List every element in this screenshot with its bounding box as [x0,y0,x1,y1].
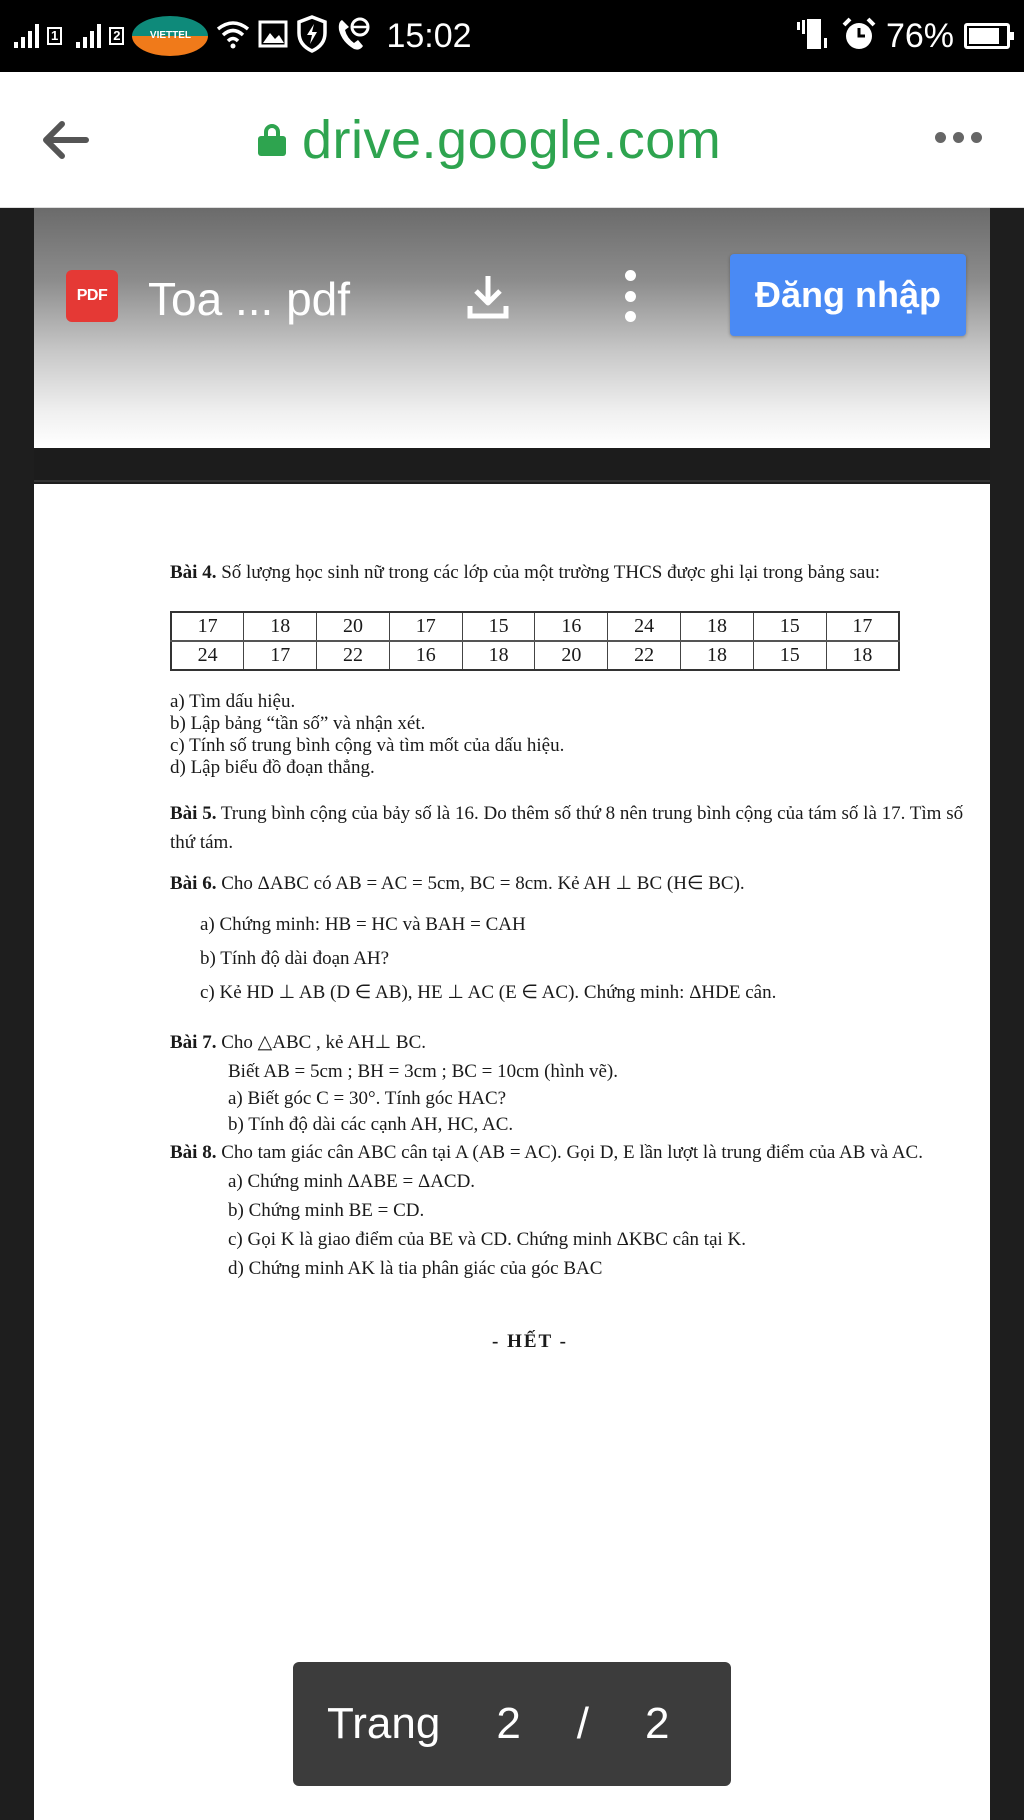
document-content [170,558,970,1356]
lock-icon [258,124,286,156]
exercise-label: Bài 8. [170,1142,217,1163]
dot-icon [953,132,964,143]
table-cell: 20 [317,612,390,641]
more-vert-button[interactable] [620,270,640,322]
battery-icon [964,23,1010,49]
exercise-text: Trung bình cộng của bảy số là 16. Do thêm số thứ 8 nên trung bình cộng của tám số là 17. Tìm số thứ tám. [170,803,964,853]
table-cell: 22 [608,641,681,670]
exercise-5 [170,799,970,857]
file-name: Toa ... pdf [148,273,351,325]
list-item: a) Biết góc C = 30°. Tính góc HAC? [228,1088,507,1109]
page-label: Trang [327,1699,441,1748]
status-bar [0,0,1024,72]
vibrate-icon [796,18,832,54]
pdf-page [34,484,990,1820]
exercise-text: Số lượng học sinh nữ trong các lớp của một trường THCS được ghi lại trong bảng sau: [216,562,881,583]
pdf-toolbar [34,248,990,348]
data-table [170,611,900,671]
sign-in-button[interactable]: Đăng nhập [730,254,966,336]
table-cell: 17 [171,612,244,641]
table-cell: 24 [171,641,244,670]
table-cell: 17 [389,612,462,641]
total-pages: 2 [645,1699,670,1748]
exercise-text: Cho ΔABC có AB = AC = 5cm, BC = 8cm. Kẻ AH ⊥ BC (H∈ BC). [216,873,745,894]
given-text: Biết AB = 5cm ; BH = 3cm ; BC = 10cm (hình vẽ). [228,1061,618,1082]
list-item: a) Chứng minh ΔABE = ΔACD. [228,1171,476,1192]
list-item: d) Lập biểu đồ đoạn thẳng. [170,757,375,778]
list-item: c) Gọi K là giao điểm của BE và CD. Chứng minh ΔKBC cân tại K. [228,1229,747,1250]
download-icon [464,272,512,320]
wifi-call-icon [336,16,370,56]
browser-toolbar [0,72,1024,208]
dot-icon [935,132,946,143]
page-separator [34,448,990,482]
table-cell: 24 [608,612,681,641]
table-cell: 22 [317,641,390,670]
list-item: b) Chứng minh BE = CD. [228,1200,425,1221]
list-item: a) Chứng minh: HB = HC và BAH = CAH [200,914,526,935]
dot-icon [971,132,982,143]
exercise-label: Bài 7. [170,1032,217,1053]
table-cell: 15 [462,612,535,641]
exercise-label: Bài 5. [170,803,217,824]
table-cell: 16 [535,612,608,641]
table-cell: 15 [753,612,826,641]
battery-percent: 76% [885,16,954,55]
alarm-icon [842,17,876,55]
list-item: b) Tính độ dài đoạn AH? [200,948,390,969]
exercise-6 [170,869,970,898]
current-page: 2 [496,1699,521,1748]
exercise-text: Cho △ABC , kẻ AH⊥ BC. [216,1032,427,1053]
clock: 15:02 [386,16,472,55]
list-item: a) Tìm dấu hiệu. [170,691,296,712]
list-item: c) Kẻ HD ⊥ AB (D ∈ AB), HE ⊥ AC (E ∈ AC). Chứng minh: ΔHDE cân. [200,982,777,1003]
more-options-button[interactable] [935,132,982,143]
viettel-logo: VIETTEL [132,16,208,56]
table-cell: 18 [462,641,535,670]
table-cell: 20 [535,641,608,670]
list-item: b) Tính độ dài các cạnh AH, HC, AC. [228,1114,514,1135]
page-indicator [293,1662,731,1786]
sim1-badge: 1 [47,27,62,45]
table-cell: 18 [681,641,754,670]
url-text: drive.google.com [302,110,722,170]
url-bar[interactable] [258,108,721,172]
signal-icon [14,24,39,48]
wifi-icon [216,19,250,53]
download-button[interactable] [464,272,512,320]
dot-icon [625,291,636,302]
exercise-7 [170,1028,970,1057]
table-cell: 18 [681,612,754,641]
list-item: c) Tính số trung bình cộng và tìm mốt của dấu hiệu. [170,735,565,756]
table-row [171,641,899,670]
shield-icon [296,15,328,57]
end-mark: - HẾT - [492,1331,568,1352]
pdf-file-icon: PDF [66,270,118,322]
table-cell: 18 [826,641,899,670]
exercise-8 [170,1138,970,1167]
list-item: d) Chứng minh AK là tia phân giác của góc BAC [228,1258,603,1279]
exercise-text: Cho tam giác cân ABC cân tại A (AB = AC). Gọi D, E lần lượt là trung điểm của AB và AC. [216,1142,923,1163]
back-button[interactable] [40,118,90,162]
dot-icon [625,311,636,322]
table-cell: 17 [244,641,317,670]
table-cell: 17 [826,612,899,641]
exercise-label: Bài 6. [170,873,217,894]
exercise-4 [170,558,970,587]
sim2-badge: 2 [109,27,124,45]
pdf-viewer [0,208,1024,1820]
exercise-label: Bài 4. [170,562,217,583]
list-item: b) Lập bảng “tần số” và nhận xét. [170,713,426,734]
table-row [171,612,899,641]
table-cell: 15 [753,641,826,670]
table-cell: 18 [244,612,317,641]
arrow-left-icon [40,118,90,162]
signal-icon [76,24,101,48]
image-icon [258,20,288,52]
dot-icon [625,270,636,281]
table-cell: 16 [389,641,462,670]
page-separator-slash: / [576,1699,590,1748]
